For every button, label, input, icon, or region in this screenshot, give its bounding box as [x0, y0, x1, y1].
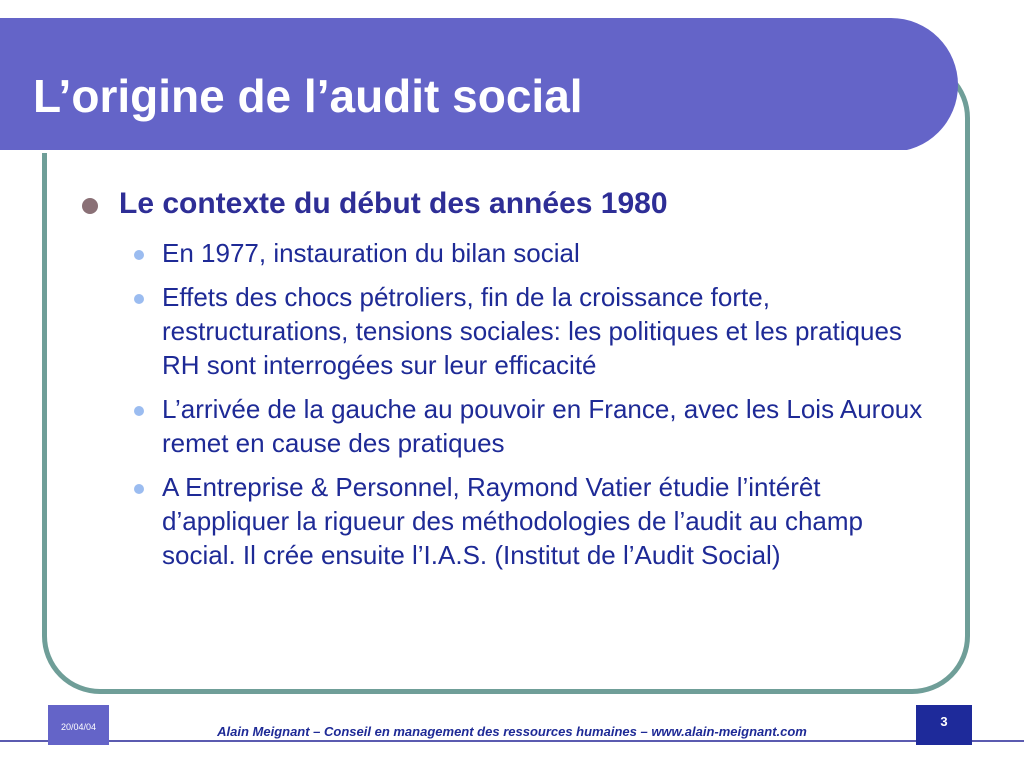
bullet-text: En 1977, instauration du bilan social: [162, 238, 580, 268]
title-underline: [0, 150, 908, 153]
heading-bullet-icon: [82, 198, 98, 214]
bullet-dot-icon: [134, 406, 144, 416]
page-number: 3: [940, 714, 948, 729]
footer-text: Alain Meignant – Conseil en management des ressources humaines – www.alain-meignant.com: [217, 724, 807, 739]
bullet-item: [162, 470, 932, 572]
bullet-text: Effets des chocs pétroliers, fin de la croissance forte, restructurations, tensions sociales: les politiques et les pratiques RH sont interrogées sur leur efficacité: [162, 282, 902, 380]
bullet-text: L’arrivée de la gauche au pouvoir en France, avec les Lois Auroux remet en cause des pratiques: [162, 394, 923, 458]
bullet-text: A Entreprise & Personnel, Raymond Vatier étudie l’intérêt d’appliquer la rigueur des méthodologies de l’audit au champ social. Il crée ensuite l’I.A.S. (Institut de l’Audit Social): [162, 472, 864, 570]
title-bar: [0, 18, 958, 152]
footer-rule: [0, 740, 1024, 742]
sub-bullet-list: [162, 236, 932, 582]
bullet-item: [162, 236, 932, 270]
section-heading: Le contexte du début des années 1980: [119, 187, 668, 220]
footer-date: 20/04/04: [60, 722, 97, 732]
bullet-item: [162, 280, 932, 382]
bullet-dot-icon: [134, 250, 144, 260]
bullet-dot-icon: [134, 484, 144, 494]
date-box: [48, 705, 109, 745]
page-number-box: [916, 705, 972, 745]
bullet-item: [162, 392, 932, 460]
bullet-dot-icon: [134, 294, 144, 304]
slide-title: L’origine de l’audit social: [33, 70, 583, 122]
